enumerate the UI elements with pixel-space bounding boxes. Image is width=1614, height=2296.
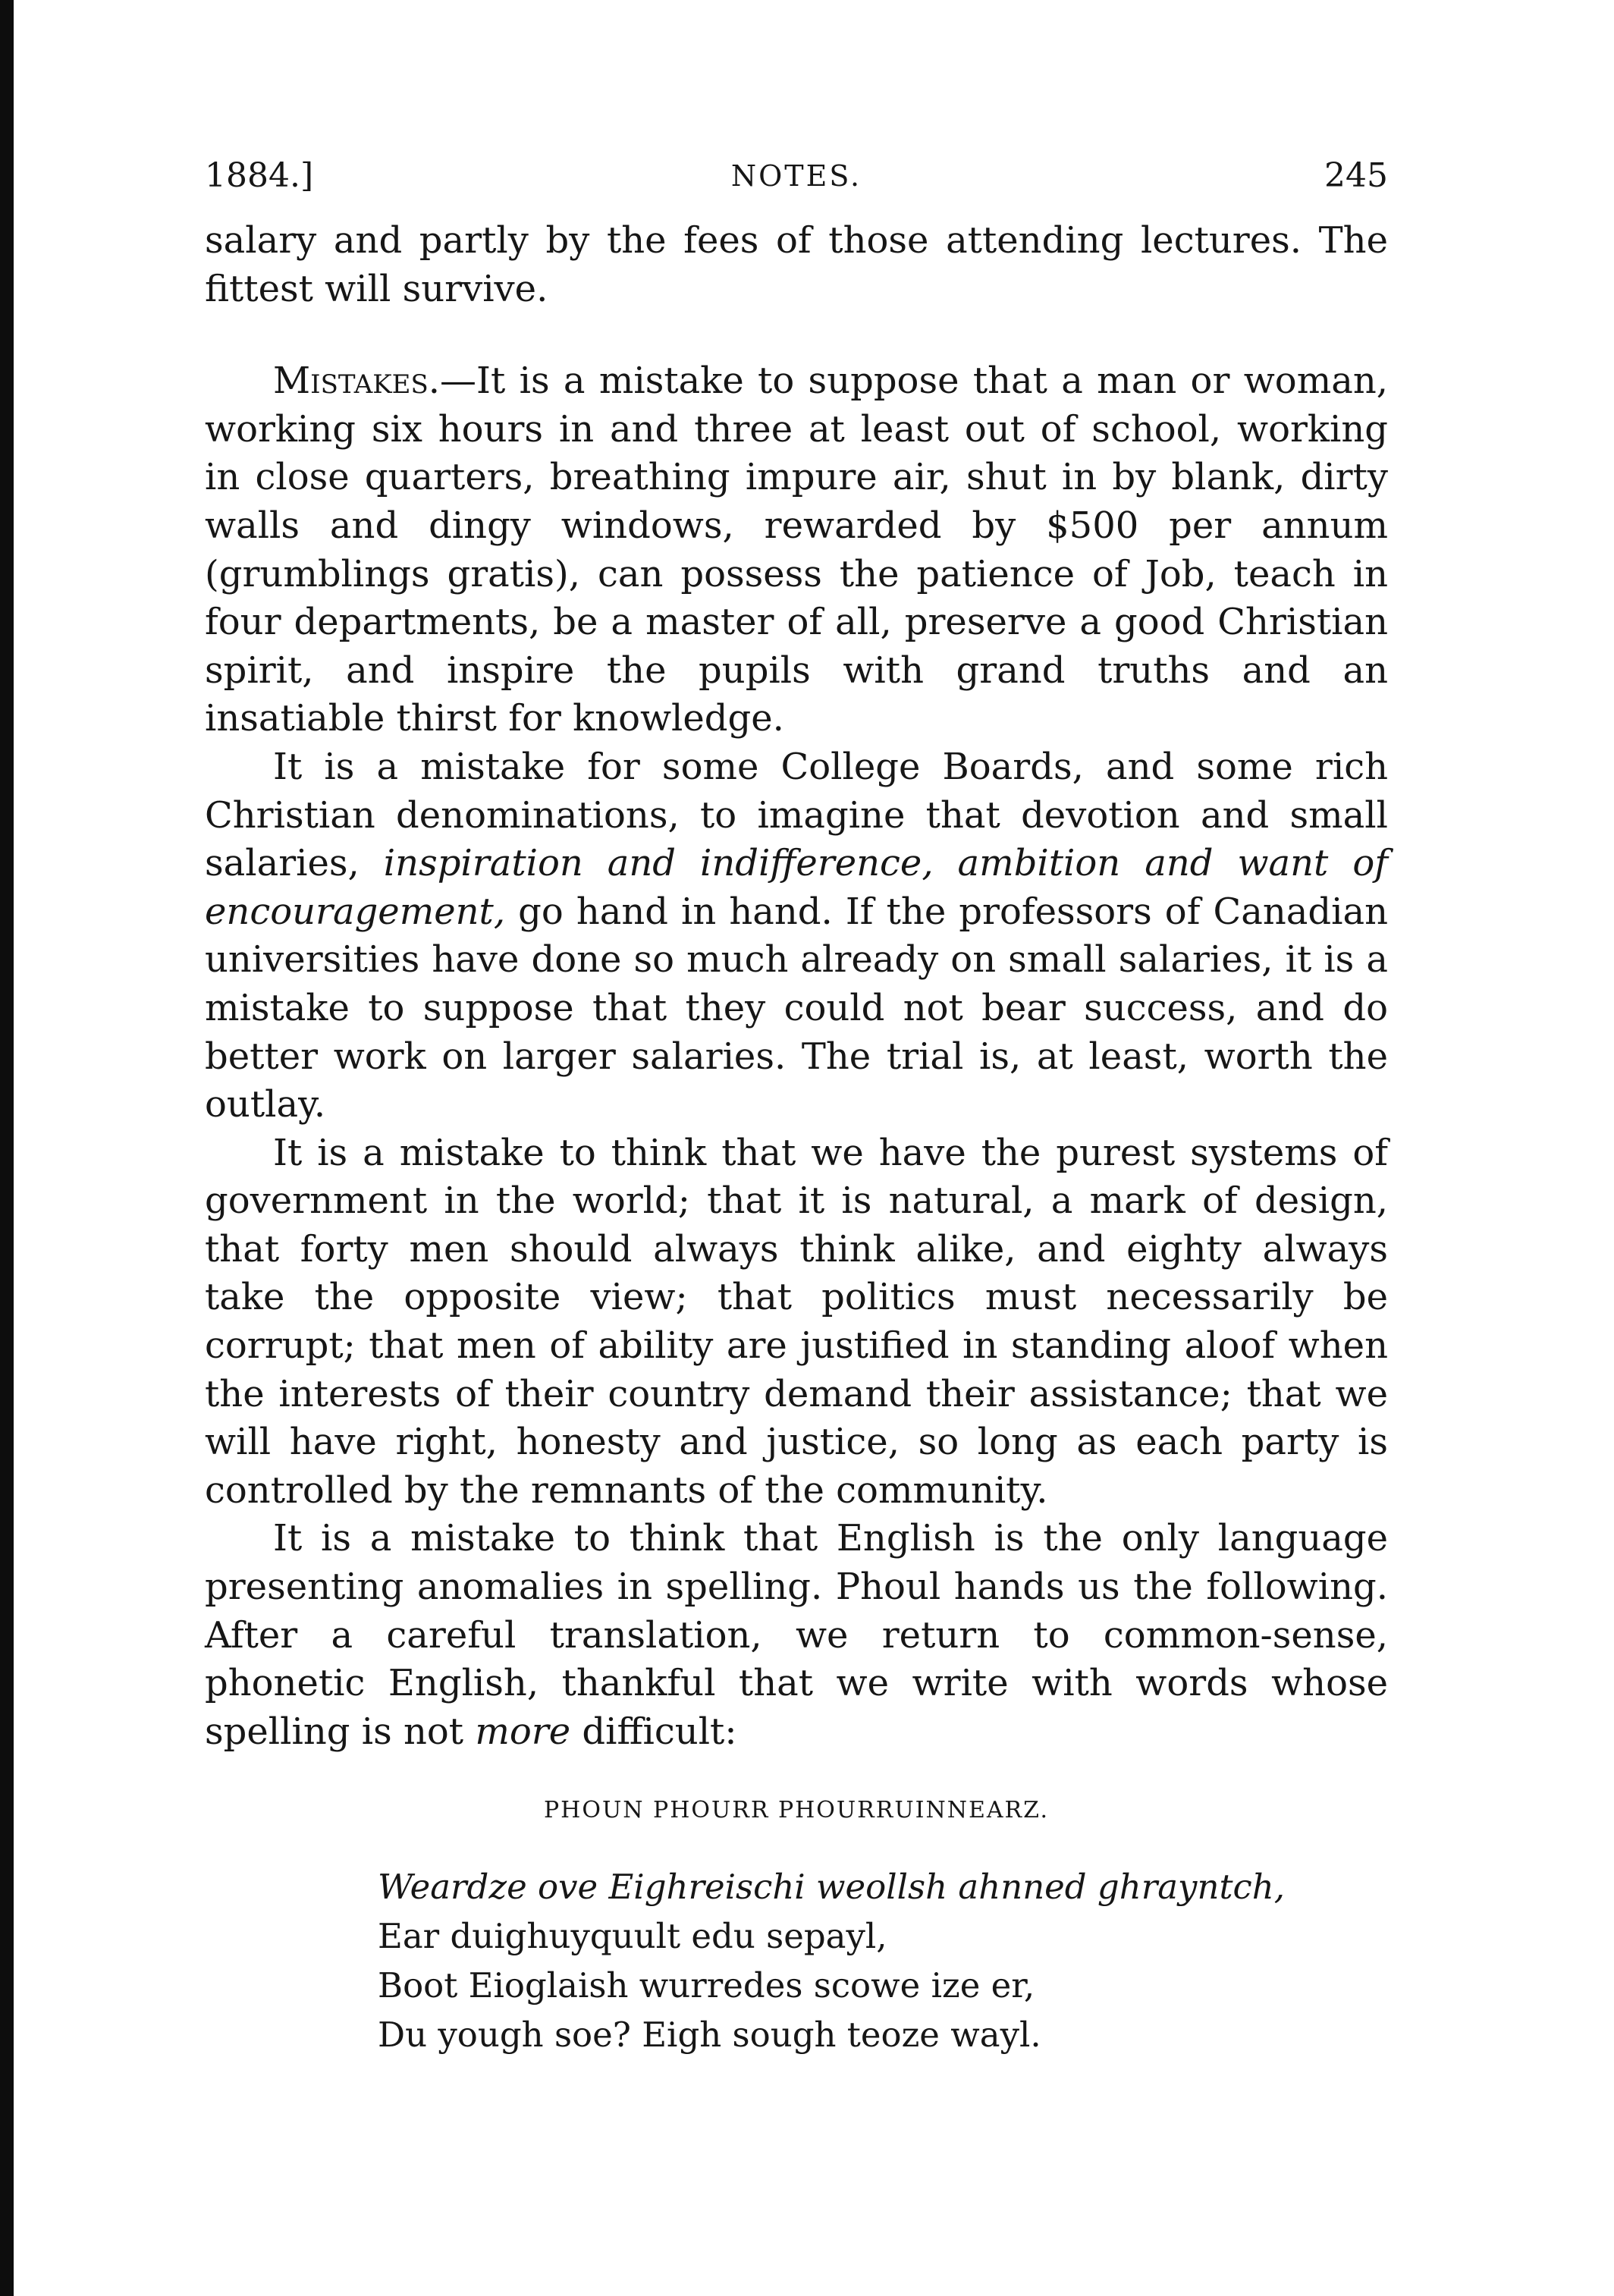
header-section-title: NOTES. <box>730 159 862 193</box>
paragraph-2-text: —It is a mistake to suppose that a man or woman, working six hours in and three at least out of school, working in close quarters, breathing impure air, shut in by blank, dirty walls and dingy windows, rewarded by $500 per annum (grumblings gratis), can possess the patience of Job, teach in four departments, be a master of all, preserve a good Christian spirit, and inspire the pupils with grand truths and an insatiable thirst for knowledge. <box>205 360 1388 740</box>
poem-verse <box>378 1862 1388 2059</box>
paragraph-mistakes-intro <box>205 357 1388 743</box>
poem-line: Ear duighuyquult edu sepayl, <box>378 1916 887 1957</box>
body-text <box>205 217 1388 1756</box>
paragraph-college-boards <box>205 743 1388 1129</box>
poem-line: Du yough soe? Eigh sough teoze wayl. <box>378 2015 1041 2056</box>
paragraph-government <box>205 1129 1388 1515</box>
paragraph-3-text-b: go hand in hand. If the professors of Canadian universities have done so much already on small salaries, it is a mistake to suppose that they could not bear success, and do better work on larger salaries. The trial is, at least, worth the outlay. <box>205 890 1388 1126</box>
paragraph-continuation <box>205 217 1388 313</box>
poem-line: Weardze ove Eighreischi weollsh ahnned ghrayntch, <box>378 1867 1286 1908</box>
paragraph-3-italic: inspiration and indifference, ambition and want of encouragement, <box>205 842 1388 933</box>
poem-line: Boot Eioglaish wurredes scowe ize er, <box>378 1965 1035 2006</box>
header-year: 1884.] <box>205 156 314 195</box>
paragraph-5-text-a: It is a mistake to think that English is the only language presenting anomalies in spelling. Phoul hands us the following. After a careful translation, we return to common-sense, phonetic English, thankful that we write with words whose spelling is not <box>205 1517 1388 1753</box>
paragraph-5-text-b: difficult: <box>582 1710 737 1753</box>
running-head <box>205 152 1388 200</box>
book-page <box>205 152 1388 2059</box>
paragraph-1-text: salary and partly by the fees of those attending lectures. The fittest will survive. <box>205 219 1388 310</box>
page-binding-edge <box>0 0 14 2296</box>
paragraph-4-text: It is a mistake to think that we have the purest systems of government in the world; that it is natural, a mark of design, that forty men should always think alike, and eighty always take the opposite view; that politics must necessarily be corrupt; that men of ability are justified in standing aloof when the interests of their country demand their assistance; that we will have right, honesty and justice, so long as each party is controlled by the remnants of the community. <box>205 1131 1388 1512</box>
mistakes-heading: Mistakes. <box>273 360 441 403</box>
poem-title: PHOUN PHOURR PHOURRUINNEARZ. <box>544 1797 1049 1824</box>
paragraph-spelling <box>205 1515 1388 1756</box>
paragraph-3-text-a: It is a mistake for some College Boards, and some rich Christian denominations, to imagine that devotion and small salaries, <box>205 745 1388 885</box>
page-number: 245 <box>1324 156 1388 195</box>
paragraph-5-italic: more <box>475 1710 571 1753</box>
